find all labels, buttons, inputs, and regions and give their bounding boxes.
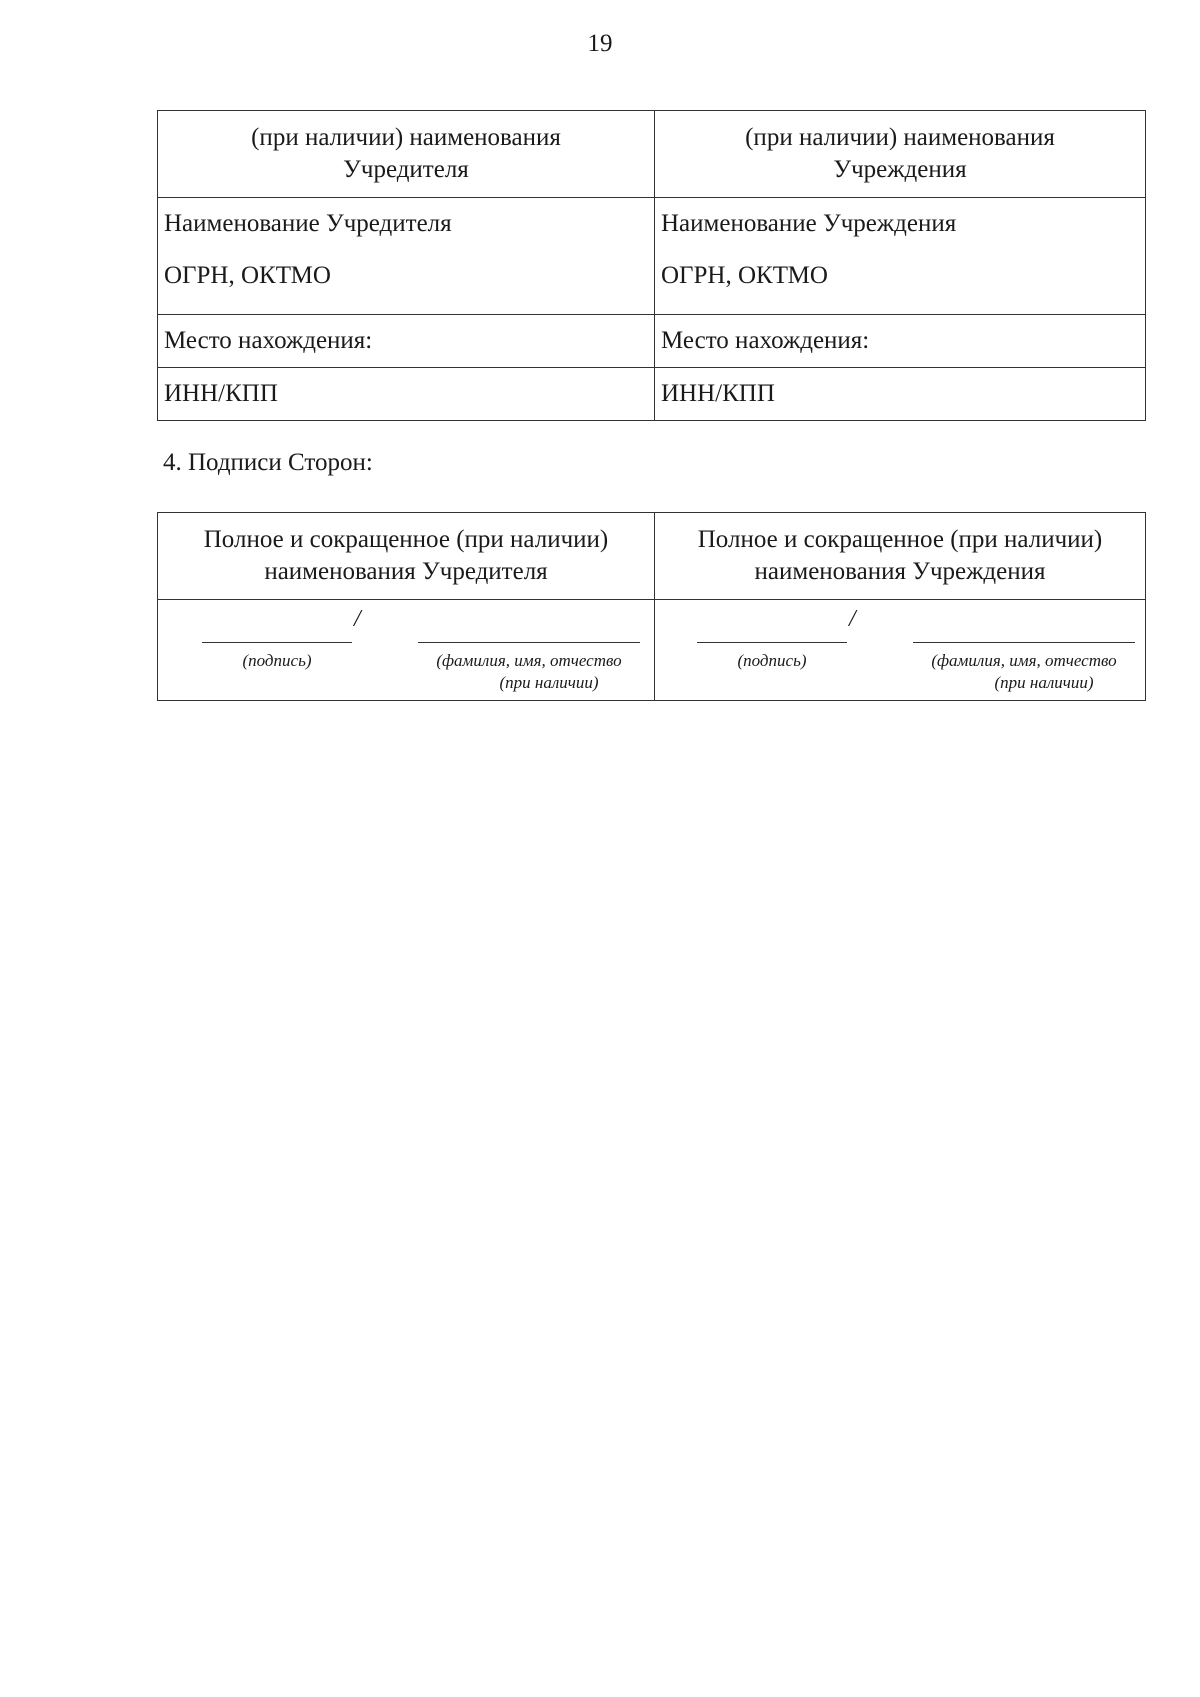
founder-inn: ИНН/КПП bbox=[158, 368, 655, 421]
founder-name-caption bbox=[414, 650, 644, 694]
institution-location: Место нахождения: bbox=[655, 315, 1146, 368]
institution-signature-caption: (подпись) bbox=[737, 651, 807, 670]
founder-header-line-1: (при наличии) наименования bbox=[251, 124, 561, 151]
institution-name-caption bbox=[909, 650, 1139, 694]
founder-name: Наименование Учредителя bbox=[164, 210, 452, 237]
table-header-row bbox=[158, 513, 1146, 600]
founder-signature-header-line-2: наименования Учредителя bbox=[264, 558, 548, 585]
institution-inn: ИНН/КПП bbox=[655, 368, 1146, 421]
institution-name-cell bbox=[655, 198, 1146, 315]
institution-signature-line bbox=[697, 630, 847, 643]
founder-name-line bbox=[418, 630, 640, 643]
institution-ogrn: ОГРН, ОКТМО bbox=[661, 262, 828, 289]
table-row bbox=[158, 600, 1146, 701]
signatures-section-title: 4. Подписи Сторон: bbox=[163, 449, 373, 476]
founder-signature-header bbox=[158, 513, 655, 600]
name-caption-line-1: (фамилия, имя, отчество bbox=[436, 651, 622, 670]
name-caption-line-1: (фамилия, имя, отчество bbox=[931, 651, 1117, 670]
institution-name-line bbox=[913, 630, 1135, 643]
page-number: 19 bbox=[587, 30, 613, 57]
founder-ogrn: ОГРН, ОКТМО bbox=[164, 262, 331, 289]
institution-name: Наименование Учреждения bbox=[661, 210, 957, 237]
institution-signature-header-line-2: наименования Учреждения bbox=[754, 558, 1046, 585]
founder-location: Место нахождения: bbox=[158, 315, 655, 368]
founder-signature-line bbox=[202, 630, 352, 643]
name-caption-line-2: (при наличии) bbox=[994, 673, 1094, 692]
founder-header-cell bbox=[158, 111, 655, 198]
institution-signature-cell bbox=[655, 600, 1146, 701]
founder-signature-header-line-1: Полное и сокращенное (при наличии) bbox=[203, 526, 609, 553]
founder-signature-caption: (подпись) bbox=[242, 651, 312, 670]
table-row bbox=[158, 198, 1146, 315]
signatures-table bbox=[157, 512, 1146, 701]
table-header-row bbox=[158, 111, 1146, 198]
institution-signature-slash: / bbox=[849, 606, 856, 632]
institution-header-line-2: Учреждения bbox=[833, 156, 967, 183]
founder-signature-slash: / bbox=[354, 606, 361, 632]
table-row bbox=[158, 368, 1146, 421]
founder-name-cell bbox=[158, 198, 655, 315]
institution-header-line-1: (при наличии) наименования bbox=[745, 124, 1055, 151]
institution-header-cell bbox=[655, 111, 1146, 198]
table-row bbox=[158, 315, 1146, 368]
institution-signature-header-line-1: Полное и сокращенное (при наличии) bbox=[697, 526, 1103, 553]
party-details-table bbox=[157, 110, 1146, 421]
name-caption-line-2: (при наличии) bbox=[499, 673, 599, 692]
institution-signature-header bbox=[655, 513, 1146, 600]
founder-header-line-2: Учредителя bbox=[343, 156, 469, 183]
founder-signature-cell bbox=[158, 600, 655, 701]
